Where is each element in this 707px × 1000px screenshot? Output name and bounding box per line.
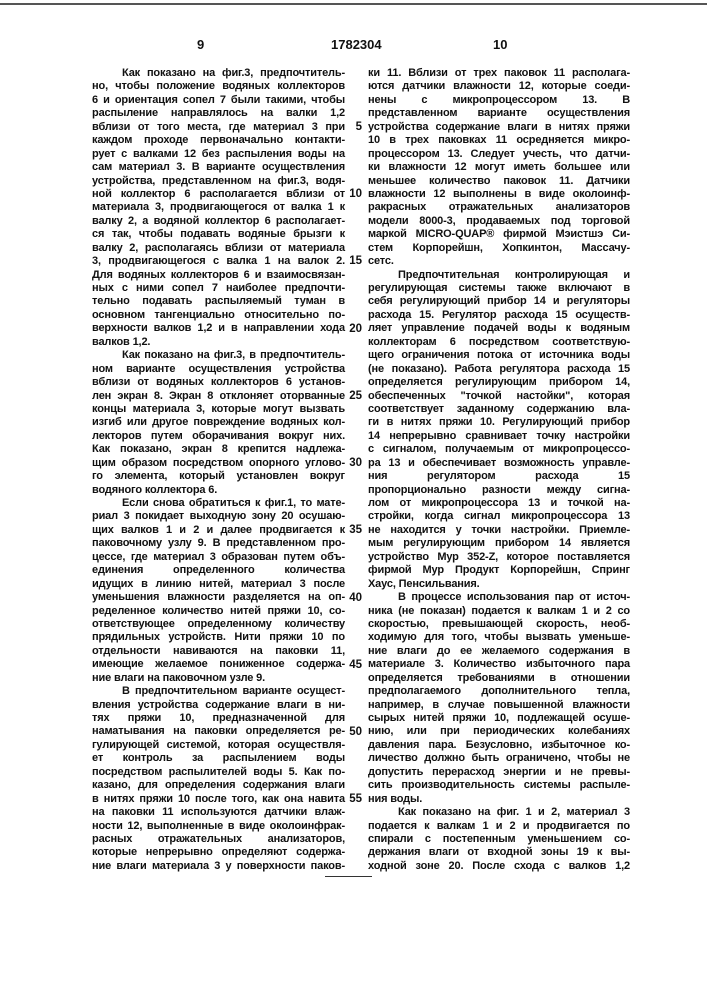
text-line: распыление направлялось на валки 1,2 bbox=[92, 107, 345, 120]
text-line: материале 3. Количество избыточного пара bbox=[368, 658, 630, 671]
text-line: 10 в трех паковках 11 осредняется микро- bbox=[368, 134, 630, 147]
text-line: верхности валков 1,2 и в направлении хода bbox=[92, 322, 345, 335]
text-line: ходимую для того, чтобы вызвать уменьше- bbox=[368, 631, 630, 644]
line-number: 35 bbox=[338, 524, 362, 537]
text-line: спирали с постепенным уменьшением со- bbox=[368, 833, 630, 846]
text-line: уменьшения влажности разделяется на оп- bbox=[92, 591, 345, 604]
text-line: не находится у точки настройки. Приемле- bbox=[368, 524, 630, 537]
text-line: ределенное количество нитей пряжи 10, со- bbox=[92, 605, 345, 618]
text-line: казано, для определения содержания влаги bbox=[92, 779, 345, 792]
text-line: устройства содержание влаги в нитях пряжи bbox=[368, 121, 630, 134]
text-line: валку 2, располагаясь вблизи от материала bbox=[92, 242, 345, 255]
left-text-column bbox=[92, 67, 345, 873]
text-line: 6 и ориентация сопел 7 были такими, чтобы bbox=[92, 94, 345, 107]
text-line: Как показано, экран 8 крепится надлежа- bbox=[92, 443, 345, 456]
text-line: нию, или при периодических колебаниях bbox=[368, 725, 630, 738]
text-line: которые непрерывно определяют содержа- bbox=[92, 846, 345, 859]
text-line: ются датчики влажности 12, которые соеди- bbox=[368, 80, 630, 93]
text-line: маркой MICRO-QUAP® фирмой Мэистшэ Си- bbox=[368, 228, 630, 241]
text-line: имеющие желаемое пониженное содержа- bbox=[92, 658, 345, 671]
text-line: лом от микропроцессора 13 и точкой на- bbox=[368, 497, 630, 510]
text-line: изгиб или другое повреждение водяных кол- bbox=[92, 416, 345, 429]
text-line: 3, продвигающегося с валка 1 на валок 2. bbox=[92, 255, 345, 268]
text-line: мым регулирующим прибором 14 является bbox=[368, 537, 630, 550]
text-line: расхода 15. Регулятор расхода 15 осуществ- bbox=[368, 309, 630, 322]
paragraph bbox=[92, 685, 345, 873]
line-number: 15 bbox=[338, 255, 362, 268]
line-number: 5 bbox=[338, 121, 362, 134]
text-line: В предпочтительном варианте осущест- bbox=[92, 685, 345, 698]
text-line: вблизи от водяных коллекторов 6 установ- bbox=[92, 376, 345, 389]
text-line: валков 1,2. bbox=[92, 336, 345, 349]
text-line: личество должно быть ограничено, чтобы не bbox=[368, 752, 630, 765]
text-line: основном тангенциально относительно по- bbox=[92, 309, 345, 322]
text-line: В процессе использования пар от источ- bbox=[368, 591, 630, 604]
line-number: 25 bbox=[338, 390, 362, 403]
paragraph bbox=[92, 67, 345, 349]
text-line: Если снова обратиться к фиг.1, то мате- bbox=[92, 497, 345, 510]
text-line: ние влаги материала 3 у поверхности паков- bbox=[92, 860, 345, 873]
text-line: ответствующее определенному количеству bbox=[92, 618, 345, 631]
text-line: цессе, где материал 3 образован путем объ- bbox=[92, 551, 345, 564]
text-line: на паковки 11 используются датчики влаж- bbox=[92, 806, 345, 819]
text-line: сам материал 3. В варианте осуществления bbox=[92, 161, 345, 174]
text-line: (не показано). Работа регулятора расхода 15 bbox=[368, 363, 630, 376]
line-number: 55 bbox=[338, 793, 362, 806]
text-line: меньшее количество паковок 11. Датчики bbox=[368, 175, 630, 188]
line-number: 30 bbox=[338, 457, 362, 470]
text-line: себя регулирующий прибор 14 и регуляторы bbox=[368, 295, 630, 308]
text-line: но, чтобы положение водяных коллекторов bbox=[92, 80, 345, 93]
text-line: рует с валками 12 без распыления воды на bbox=[92, 148, 345, 161]
right-text-column bbox=[368, 67, 630, 873]
paragraph bbox=[368, 67, 630, 269]
text-line: давления пара. Безусловно, избыточное ко- bbox=[368, 739, 630, 752]
text-line: ности 12, выполненные в виде околоинфрак- bbox=[92, 820, 345, 833]
text-line: например, в случае повышенной влажности bbox=[368, 699, 630, 712]
paragraph bbox=[92, 497, 345, 685]
text-line: скоростью, превышающей скорость, необ- bbox=[368, 618, 630, 631]
paragraph bbox=[368, 269, 630, 592]
text-line: Предпочтительная контролирующая и bbox=[368, 269, 630, 282]
text-line: коллекторам 6 посредством соответствую- bbox=[368, 336, 630, 349]
text-line: тельно подавать распыляемый туман в bbox=[92, 295, 345, 308]
text-line: Как показано на фиг.3, в предпочтитель- bbox=[92, 349, 345, 362]
text-line: ги в нитях пряжи 10. Регулирующий прибор bbox=[368, 416, 630, 429]
text-line: ние влаги до ее желаемого содержания в bbox=[368, 645, 630, 658]
text-line: расных отражательных анализаторов, bbox=[92, 833, 345, 846]
text-line: процессором 13. Следует учесть, что датчи- bbox=[368, 148, 630, 161]
line-number: 40 bbox=[338, 592, 362, 605]
text-line: фирмой Мур Продукт Корпорейшн, Спринг bbox=[368, 564, 630, 577]
text-line: ника (не показан) подается к валкам 1 и 2 со bbox=[368, 605, 630, 618]
text-line: в нитях пряжи 10 после того, как она навита bbox=[92, 793, 345, 806]
text-line: соответствует заданному содержанию вла- bbox=[368, 403, 630, 416]
text-line: нены с микропроцессором 13. В bbox=[368, 94, 630, 107]
text-line: модели 8000-3, продаваемых под торговой bbox=[368, 215, 630, 228]
text-line: отдельности навиваются на паковки 11, bbox=[92, 645, 345, 658]
page-top-border bbox=[0, 3, 707, 5]
text-line: го элемента, который установлен вокруг bbox=[92, 470, 345, 483]
text-line: Как показано на фиг. 1 и 2, материал 3 bbox=[368, 806, 630, 819]
line-number: 10 bbox=[338, 188, 362, 201]
text-line: валку 2, а водяной коллектор 6 располагает- bbox=[92, 215, 345, 228]
text-line: 14 непрерывно сравнивает точку настройки bbox=[368, 430, 630, 443]
text-line: допустить перерасход энергии и не превы- bbox=[368, 766, 630, 779]
text-line: определяется требованиями в отношении bbox=[368, 672, 630, 685]
text-line: единения определенного количества bbox=[92, 564, 345, 577]
paragraph bbox=[368, 806, 630, 873]
line-number: 45 bbox=[338, 659, 362, 672]
text-line: лен экран 8. Экран 8 отклоняет оторванные bbox=[92, 390, 345, 403]
paragraph bbox=[92, 349, 345, 497]
page-number-right: 10 bbox=[493, 37, 507, 52]
text-line: пропорционально разности между сигна- bbox=[368, 484, 630, 497]
text-line: гулирующей системой, которая осуществля- bbox=[92, 739, 345, 752]
text-line: с сигналом, получаемым от микропроцессо- bbox=[368, 443, 630, 456]
text-line: ния регулятором расхода 15 bbox=[368, 470, 630, 483]
text-line: Как показано на фиг.3, предпочтитель- bbox=[92, 67, 345, 80]
text-line: идущих в линию нитей, материал 3 после bbox=[92, 578, 345, 591]
text-line: лекторов путем оборачивания вокруг них. bbox=[92, 430, 345, 443]
text-line: сетс. bbox=[368, 255, 630, 268]
text-line: ет контроль за распылением воды bbox=[92, 752, 345, 765]
text-line: вблизи от того места, где материал 3 при bbox=[92, 121, 345, 134]
text-line: тях пряжи 10, предназначенной для bbox=[92, 712, 345, 725]
line-number: 20 bbox=[338, 323, 362, 336]
text-line: материала 3, продвигающегося от валка 1 к bbox=[92, 201, 345, 214]
text-line: ракрасных отражательных анализаторов bbox=[368, 201, 630, 214]
text-line: ки влажности 12 могут иметь большее или bbox=[368, 161, 630, 174]
text-line: Для водяных коллекторов 6 и взаимосвязан- bbox=[92, 269, 345, 282]
text-line: щего ограничения потока от источника воды bbox=[368, 349, 630, 362]
text-line: концы материала 3, которые могут вызвать bbox=[92, 403, 345, 416]
page-number-left: 9 bbox=[197, 37, 204, 52]
text-line: сырых нитей пряжи 10, подлежащей осуше- bbox=[368, 712, 630, 725]
text-line: ние влаги на паковочном узле 9. bbox=[92, 672, 345, 685]
text-line: водяного коллектора 6. bbox=[92, 484, 345, 497]
text-line: Хаус, Пенсильвания. bbox=[368, 578, 630, 591]
text-line: ки 11. Вблизи от трех паковок 11 располага- bbox=[368, 67, 630, 80]
text-line: ния воды. bbox=[368, 793, 630, 806]
text-line: определяется регулирующим прибором 14, bbox=[368, 376, 630, 389]
text-line: посредством распылителей воды 5. Как по- bbox=[92, 766, 345, 779]
column-end-rule bbox=[325, 876, 372, 877]
text-line: подается к валкам 1 и 2 и продвигается по bbox=[368, 820, 630, 833]
text-line: каждом проходе первоначально контакти- bbox=[92, 134, 345, 147]
text-line: вления устройства содержание влаги в ни- bbox=[92, 699, 345, 712]
text-line: прядильных устройств. Нити пряжи 10 по bbox=[92, 631, 345, 644]
text-line: риал 3 покидает выходную зону 20 осушаю- bbox=[92, 510, 345, 523]
line-number: 50 bbox=[338, 726, 362, 739]
paragraph bbox=[368, 591, 630, 806]
text-line: щим образом посредством опорного углово- bbox=[92, 457, 345, 470]
patent-number: 1782304 bbox=[331, 37, 382, 52]
text-line: ра 13 и обеспечивает возможность управле- bbox=[368, 457, 630, 470]
text-line: держания влаги от входной зоны 19 к вы- bbox=[368, 846, 630, 859]
text-line: ных с ними сопел 7 наиболее предпочти- bbox=[92, 282, 345, 295]
text-line: щих валков 1 и 2 и далее продвигается к bbox=[92, 524, 345, 537]
text-line: ном варианте осуществления устройства bbox=[92, 363, 345, 376]
text-line: регулирующая системы также включают в bbox=[368, 282, 630, 295]
text-line: представленном варианте осуществления bbox=[368, 107, 630, 120]
text-line: ходной зоне 20. После схода с валков 1,2 bbox=[368, 860, 630, 873]
text-line: ся так, чтобы подавать водяные брызги к bbox=[92, 228, 345, 241]
text-line: ляет управление подачей воды к водяным bbox=[368, 322, 630, 335]
text-line: обеспеченных "точкой настойки", которая bbox=[368, 390, 630, 403]
text-line: стройки, когда сигнал микропроцессора 13 bbox=[368, 510, 630, 523]
text-line: влажности 12 выполнены в виде околоинф- bbox=[368, 188, 630, 201]
text-line: устройства, представленном на фиг.3, водя- bbox=[92, 175, 345, 188]
text-line: ной коллектор 6 располагается вблизи от bbox=[92, 188, 345, 201]
text-line: паковочному узлу 9. В представленном про- bbox=[92, 537, 345, 550]
text-line: наматывания на паковки определяется ре- bbox=[92, 725, 345, 738]
text-line: стем Корпорейшн, Хопкинтон, Массачу- bbox=[368, 242, 630, 255]
text-line: сить производительность системы распыле- bbox=[368, 779, 630, 792]
text-line: устройство Мур 352-Z, которое поставляется bbox=[368, 551, 630, 564]
text-line: предполагаемого дополнительного тепла, bbox=[368, 685, 630, 698]
